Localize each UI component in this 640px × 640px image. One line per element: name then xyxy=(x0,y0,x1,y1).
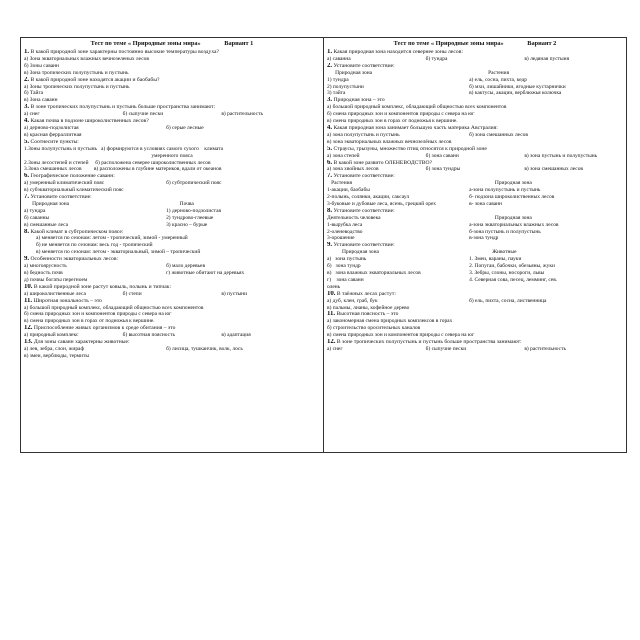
answer-option: а) большой природный комплекс, обладающий общностью всех компонентов xyxy=(327,104,507,111)
answer-option: 1.Зоны полупустынь и пустынь а) формируются в условиях самого сухого климата xyxy=(24,145,224,152)
answer-options-row xyxy=(327,166,623,173)
question-number: 11. xyxy=(24,297,33,304)
question-line xyxy=(24,284,320,291)
answer-option: б) зона тундр xyxy=(327,263,361,270)
answer-option: в) растительность xyxy=(221,111,263,118)
answer-option: а) Зона экваториальных влажных вечнозеленых лесов xyxy=(24,55,149,62)
question-line xyxy=(327,160,623,167)
answer-option: Растения xyxy=(469,69,510,76)
question-line xyxy=(24,339,320,346)
answer-options-row xyxy=(327,298,623,305)
answer-option: а) лев, зебра, слон, жираф xyxy=(24,345,84,352)
answer-option: б) степи xyxy=(122,290,142,297)
question-line xyxy=(327,63,623,70)
question-line xyxy=(24,229,320,236)
answer-options-row xyxy=(327,90,623,97)
question-text: Установите соответствие: xyxy=(332,62,395,69)
question-number: 13. xyxy=(24,339,33,346)
answer-options-row xyxy=(327,70,623,77)
question-line xyxy=(24,194,320,201)
answer-option: б) мхи, лишайники, ягодные кустарнички xyxy=(469,83,566,90)
answer-option: 1. Змеи, вараны, пауки xyxy=(469,256,522,263)
answer-option: 2.Зоны лесостепей и степей б) расположена северее широколиственных лесов xyxy=(24,159,211,166)
variant-2-label: Вариант 2 xyxy=(527,40,557,47)
answer-option: г) животные обитают на деревьях xyxy=(166,270,245,276)
answer-options-row xyxy=(24,332,320,339)
answer-option: Природная зона xyxy=(469,214,532,221)
answer-option: а) тундра xyxy=(24,207,46,214)
answer-options-row xyxy=(24,208,320,215)
question-text: Страусы, грызуны, множество птиц относятся к природной зоне xyxy=(332,145,487,152)
answer-options-row xyxy=(327,270,623,277)
question-line xyxy=(327,125,623,132)
answer-option: б-зона пустынь и полупустынь xyxy=(469,228,541,235)
answer-options-row xyxy=(327,180,623,187)
answer-option: 3) красно – бурые xyxy=(166,221,208,228)
answer-options-row xyxy=(24,180,320,187)
answer-options-row xyxy=(327,277,623,284)
answer-option: б) тундра xyxy=(425,55,448,62)
question-number: 1. xyxy=(327,49,333,55)
question-line xyxy=(327,339,623,346)
answer-option: а) зона пустынь xyxy=(327,256,367,263)
question-line xyxy=(24,49,320,56)
answer-options-row xyxy=(24,222,320,229)
answer-options-row xyxy=(24,111,320,118)
answer-option: 1) тундра xyxy=(327,76,349,83)
question-number: 2. xyxy=(24,76,30,83)
answer-option: умеренного пояса xyxy=(151,152,193,159)
question-number: 1. xyxy=(24,49,30,55)
answer-option: 2-полынь, солянки, акации, саксаул xyxy=(327,194,410,201)
answer-option: а) Зоны тропических полупустынь и пустынь xyxy=(24,83,130,90)
question-text: Установите соответствие: xyxy=(29,194,92,201)
answer-option: а) зона степей xyxy=(327,152,360,159)
variant-1-header xyxy=(24,40,320,48)
question-line xyxy=(327,49,623,56)
answer-option: а) дуб, клен, граб, бук xyxy=(327,297,378,304)
question-number: 10. xyxy=(327,290,336,297)
answer-options-row xyxy=(327,84,623,91)
answer-option: в) Зона тропических полупустынь и пустынь xyxy=(24,69,129,76)
question-text: Какая природная зона находится севернее зоны лесов: xyxy=(332,49,463,55)
answer-option: а) снег xyxy=(24,111,40,118)
question-number: 7. xyxy=(24,194,30,201)
answer-option: а) дерново-подзолистая xyxy=(24,124,79,131)
answer-option: 2. Попугаи, бабочки, обезьяны, жуки xyxy=(469,263,555,270)
answer-options-row xyxy=(327,229,623,236)
answer-options-row xyxy=(24,215,320,222)
answer-option: а) меняется по сезонам: летом - тропический, зимой - умеренный xyxy=(36,235,188,242)
answer-option: б) субтропический пояс xyxy=(166,180,222,187)
question-line xyxy=(24,298,320,305)
answer-option: а) снег xyxy=(327,345,343,352)
answer-option: б) саванны xyxy=(24,214,50,221)
answer-option: 3) тайга xyxy=(327,90,346,97)
question-line xyxy=(24,256,320,263)
variant-1-column xyxy=(21,38,324,452)
question-number: 12. xyxy=(24,325,33,332)
answer-option: 2) тундрово-глеевые xyxy=(166,214,214,221)
answer-options-row xyxy=(327,263,623,270)
variant-1-title: Тест по теме « Природные зоны мира» xyxy=(90,40,201,47)
answer-options-row xyxy=(327,249,623,256)
answer-option: в) смена природных зон и компонентов природы с севера на юг xyxy=(327,332,475,339)
answer-option: б) смена природных зон и компонентов природы с севера на юг xyxy=(327,111,475,118)
answer-option: а) большой природный комплекс, обладающий общностью всех компонентов xyxy=(24,304,204,311)
answer-options-row xyxy=(327,201,623,208)
question-line xyxy=(24,139,320,146)
question-text: Какая природная зона занимает большую часть материка Австралия: xyxy=(332,124,498,131)
answer-option: в) красная ферраллитная xyxy=(24,131,82,138)
question-text: Установите соответствие: xyxy=(332,207,395,214)
question-number: 3. xyxy=(24,104,30,111)
answer-options-row xyxy=(327,194,623,201)
question-line xyxy=(24,325,320,332)
answer-option: б) зона тундры xyxy=(425,166,461,173)
question-number: 8. xyxy=(24,228,30,235)
answer-option: 3.Зона смешанных лесов в) расположены в глубине материков, вдали от океанов xyxy=(24,166,222,173)
question-line xyxy=(327,291,623,298)
question-line xyxy=(327,311,623,318)
question-text: В зоне тропических полупустынь и пустынь больше пространства занимают: xyxy=(29,104,216,111)
answer-option: Деятельность человека xyxy=(327,214,381,221)
question-text: В какой зоне развито ОЛЕНЕВОДСТВО? xyxy=(332,159,433,166)
question-line xyxy=(327,208,623,215)
question-text: Установите соответствие: xyxy=(332,242,395,249)
question-text: Какая почва в подзоне широколиственных лесов? xyxy=(29,118,149,125)
question-text: В какой природной зоне характерны постоянно высокие температуры воздуха? xyxy=(29,49,220,55)
question-text: Соотнесите пункты: xyxy=(29,138,79,145)
variant-2-column xyxy=(324,38,626,452)
question-text: Высотная поясность – это xyxy=(335,311,399,318)
answer-option: в) зона смешанных лесов xyxy=(524,166,583,173)
answer-options-row xyxy=(24,291,320,298)
answer-option: б) зона саванн xyxy=(425,152,459,159)
answer-options-row xyxy=(327,187,623,194)
question-line xyxy=(24,104,320,111)
question-number: 6. xyxy=(327,159,333,166)
answer-options-row xyxy=(327,222,623,229)
answer-options-row xyxy=(24,125,320,132)
question-number: 12. xyxy=(327,339,336,346)
answer-option: 3. Зебры, слоны, носороги, львы xyxy=(469,270,545,276)
answer-option: 1) дерново-подзолистая xyxy=(166,207,222,214)
answer-option: а) природный комплекс xyxy=(24,332,79,339)
answer-option: в) змеи, верблюды, термиты xyxy=(24,352,90,359)
question-number: 5. xyxy=(24,138,30,145)
answer-option: б) высотная поясность xyxy=(122,332,175,339)
answer-option: Природная зона xyxy=(327,69,373,76)
answer-option: б) мало деревьев xyxy=(166,263,206,270)
answer-option: в) субэкваториальный климатический пояс xyxy=(24,187,124,194)
answer-option: б) сыпучие пески xyxy=(122,111,164,118)
answer-option: в) ледяная пустыня xyxy=(524,55,570,62)
answer-options-row xyxy=(327,256,623,263)
question-text: В таёжных лесах растут: xyxy=(335,290,396,297)
answer-option: а-зона полупустынь и пустынь xyxy=(469,187,541,194)
answer-option: д) почвы богаты перегноем xyxy=(24,276,88,283)
answer-option: а) саванна xyxy=(327,55,351,62)
answer-option: б) Зоны саванн xyxy=(24,62,59,69)
answer-option: в) смена природных зон в горах от подножья к вершине. xyxy=(24,318,155,325)
answer-option: 1-вырубка леса xyxy=(327,221,363,228)
question-text: Для зоны саванн характерны животные: xyxy=(32,339,130,346)
question-line xyxy=(327,146,623,153)
answer-option: в- зона саванн xyxy=(469,200,502,207)
question-number: 5. xyxy=(327,145,333,152)
question-line xyxy=(24,173,320,180)
question-number: 8. xyxy=(327,207,333,214)
answer-option: а) умеренный климатический пояс xyxy=(24,180,105,187)
answer-option: в-зона тундр xyxy=(469,235,499,242)
answer-options-row xyxy=(327,77,623,84)
answer-option: в) смена природных зон в горах от подножья к вершине. xyxy=(327,118,458,125)
question-number: 4. xyxy=(24,118,30,125)
question-number: 7. xyxy=(327,173,333,180)
answer-option: в) Зона саванн xyxy=(24,97,58,104)
answer-options-row xyxy=(327,132,623,139)
question-line xyxy=(327,173,623,180)
variant-2-questions xyxy=(327,49,623,353)
question-line xyxy=(24,118,320,125)
answer-option: б) строительство оросительных каналов xyxy=(327,325,421,332)
variant-1-questions xyxy=(24,49,320,360)
answer-option: Природная зона xyxy=(327,249,379,256)
answer-option: в) кактусы, акации, верблюжья колючка xyxy=(469,90,562,97)
answer-option: б) сыпучие пески xyxy=(425,345,467,352)
answer-option: Природная зона xyxy=(469,180,532,187)
answer-option: а) зона полупустынь и пустынь xyxy=(327,131,400,138)
question-text: В какой природной зоне находятся акации и баобабы? xyxy=(29,76,160,83)
answer-options-row xyxy=(327,235,623,242)
answer-option: 4. Северная сова, песец, лемминг, сев. xyxy=(469,276,558,283)
answer-option: а-зона экваториальных влажных лесов xyxy=(469,221,559,228)
answer-option: в) меняется по сезонам: летом - экваториальный, зимой – тропический xyxy=(36,249,201,256)
answer-options-row xyxy=(327,56,623,63)
question-line xyxy=(24,77,320,84)
answer-option: 3-орошение xyxy=(327,235,355,242)
answer-option: 1-акации, баобабы xyxy=(327,187,370,194)
answer-option: а) широколиственные леса xyxy=(24,290,86,297)
answer-option: Почва xyxy=(166,200,194,207)
answer-option: олень xyxy=(327,283,341,290)
answer-option: в) растительность xyxy=(524,345,566,352)
answer-option: Природная зона xyxy=(24,200,70,207)
question-text: Приспособление живых организмов к среде обитания – это xyxy=(32,325,176,332)
question-text: Широтная зональность – это xyxy=(32,297,102,304)
answer-option: в) пальмы, лианы, кофейное дерево xyxy=(327,304,410,311)
test-sheet xyxy=(20,37,627,453)
answer-option: б) ель, пихта, сосна, лиственница xyxy=(469,297,547,304)
question-number: 6. xyxy=(24,173,30,180)
variant-2-title: Тест по теме « Природные зоны мира» xyxy=(393,40,504,47)
answer-option: в) зона влажных экваториальных лесов xyxy=(327,270,421,276)
question-number: 11. xyxy=(327,311,336,318)
answer-options-row xyxy=(24,346,320,353)
answer-option: в) зона экваториальных влажных вечнозелёных лесов xyxy=(327,138,452,145)
answer-option: б) лисица, тушканчик, волк, лось xyxy=(166,345,243,352)
question-number: 2. xyxy=(327,62,333,69)
question-number: 3. xyxy=(327,97,333,104)
question-number: 10. xyxy=(24,283,33,290)
answer-options-row xyxy=(327,215,623,222)
answer-options-row xyxy=(327,346,623,353)
answer-option: в) зона пустынь и полупустынь xyxy=(524,152,598,159)
question-text: В зоне тропических полупустынь и пустынь больше пространства занимают: xyxy=(335,339,522,346)
answer-option: а) зона хвойных лесов xyxy=(327,166,379,173)
answer-option: в) пустыни xyxy=(221,290,247,297)
answer-option: 3-буковые и дубовые леса, ясень, грецкий орех xyxy=(327,200,437,207)
question-text: Особенности экваториальных лесов: xyxy=(29,256,119,263)
answer-option: 2) полупустыни xyxy=(327,83,364,90)
question-number: 4. xyxy=(327,124,333,131)
answer-options-row xyxy=(24,270,320,277)
answer-options-row xyxy=(327,153,623,160)
answer-options-row xyxy=(24,263,320,270)
question-line xyxy=(327,242,623,249)
answer-option: б- подзона широколиственных лесов xyxy=(469,194,555,201)
variant-2-header xyxy=(327,40,623,48)
answer-option: а) многоярусность xyxy=(24,263,67,270)
answer-option: б) Тайга xyxy=(24,90,44,97)
answer-option: а) ель, сосна, пихта, кедр xyxy=(469,76,528,83)
answer-option: в) адаптация xyxy=(221,332,251,339)
answer-option: б) смена природных зон и компонентов природы с севера на юг xyxy=(24,311,172,318)
answer-options-row xyxy=(24,201,320,208)
answer-option: в) смешанные леса xyxy=(24,221,69,228)
question-number: 9. xyxy=(327,242,333,249)
question-text: В какой природной зоне растут ковыль, полынь и типчак: xyxy=(32,283,172,290)
answer-option: Растения xyxy=(327,180,353,187)
answer-option: а) закономерная смена природных комплексов в горах xyxy=(327,318,453,325)
question-text: Какой климат в субтропическом поясе: xyxy=(29,228,124,235)
question-number: 9. xyxy=(24,256,30,263)
answer-option: б) зона смешанных лесов xyxy=(469,131,528,138)
answer-option: б) не меняется по сезонам: весь год - тропический xyxy=(36,242,153,249)
question-text: Природная зона – это xyxy=(332,97,385,104)
question-text: Географическое положение саванн: xyxy=(29,173,115,180)
answer-option: Животные xyxy=(469,249,517,256)
answer-option: б) серые лесные xyxy=(166,124,204,131)
variant-1-label: Вариант 1 xyxy=(224,40,254,47)
answer-option: г) зона саванн xyxy=(327,276,364,283)
answer-option: 2-оленеводство xyxy=(327,228,363,235)
answer-option: в) бедность почв xyxy=(24,270,63,276)
question-line xyxy=(327,97,623,104)
question-text: Установите соответствие: xyxy=(332,173,395,180)
